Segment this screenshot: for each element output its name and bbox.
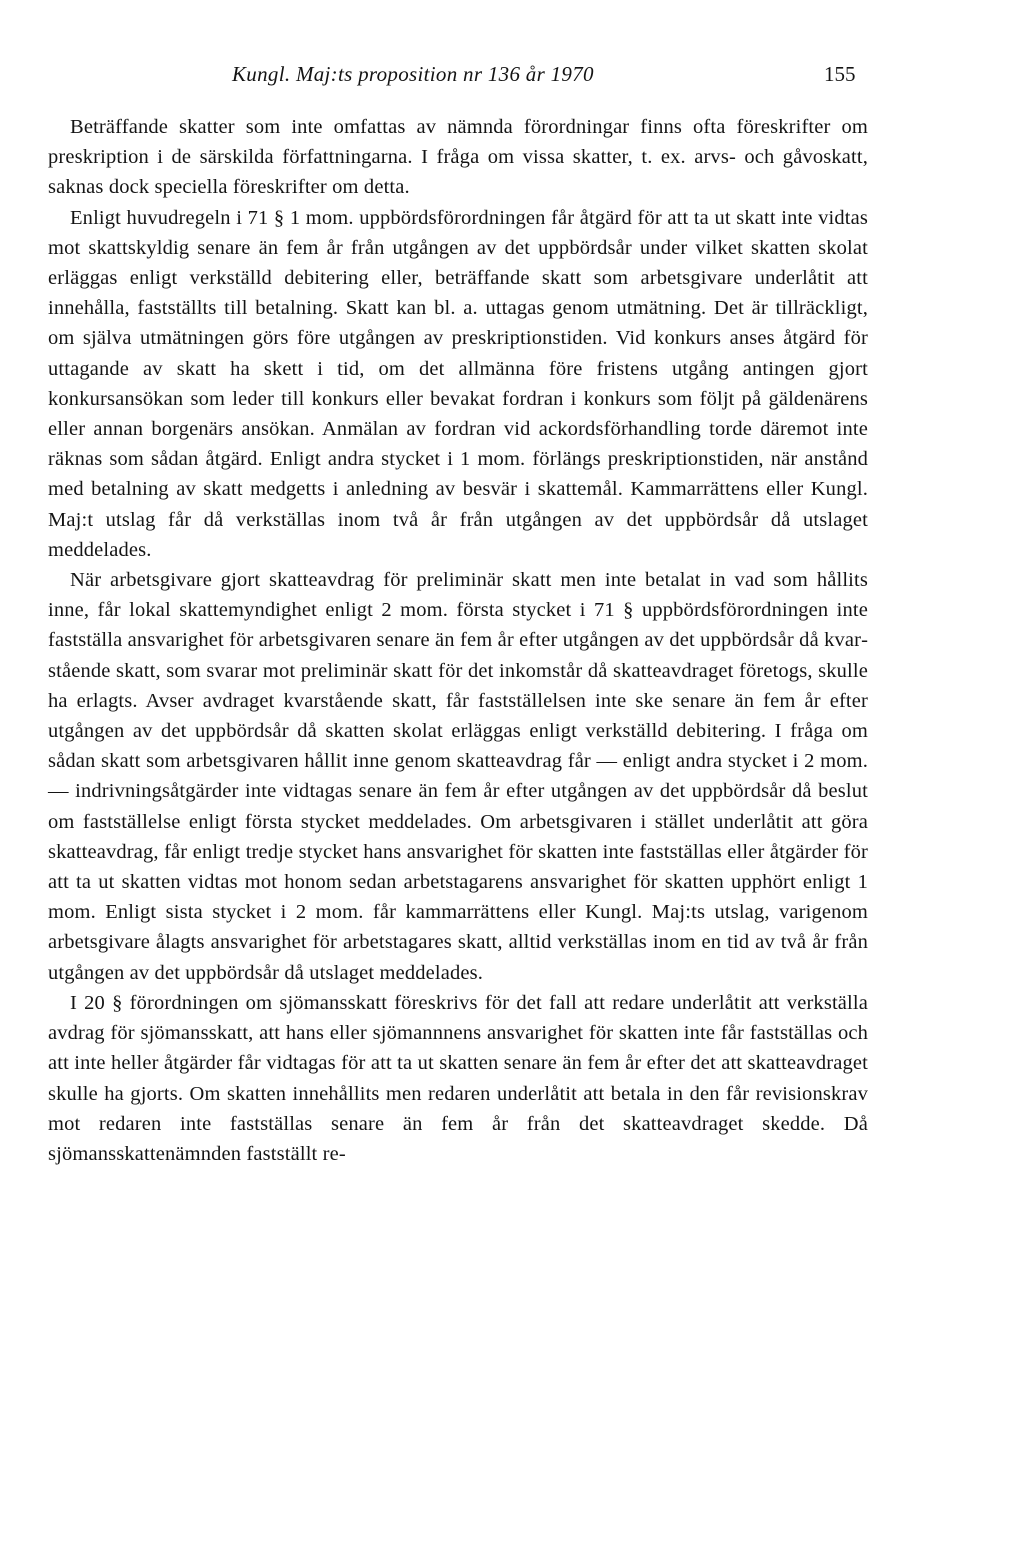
paragraph-preskription-intro: Beträffande skatter som inte omfattas av nämnda förordningar finns ofta föreskrifter om preskription i de särskilda författningarna. I fråga om vissa skatter, t. ex. arvs- och gåvoskatt, saknas dock speciella föreskrifter om detta. bbox=[48, 116, 868, 199]
running-title: Kungl. Maj:ts proposition nr 136 år 1970 bbox=[232, 62, 594, 86]
body-text bbox=[48, 112, 868, 1169]
paragraph-sjomansskatt: I 20 § förordningen om sjömansskatt föreskrivs för det fall att redare underlåtit att verkställa avdrag för sjömansskatt, att hans eller sjömannnens ansvarighet för skatten inte får fastställas och att inte heller åtgärder får vidtagas för att ta ut skatten senare än fem år efter det att skatteavdraget skulle ha gjorts. Om skatten innehållits men redaren underlåtit att betala in den får revisionskrav mot redaren inte fastställas senare än fem år från det skatteavdraget skedde. Då sjömansskattenämnden fastställt re- bbox=[48, 991, 868, 1165]
page-header bbox=[0, 62, 1024, 98]
paragraph-huvudregeln: Enligt huvudregeln i 71 § 1 mom. uppbördsförordningen får åtgärd för att ta ut skatt inte vidtas mot skattskyldig senare än fem år från utgången av det uppbördsår under vilket skatten skolat erläggas enligt verkställd debitering eller, beträffande skatt som arbetsgivare underlåtit att innehålla, fastställts till betalning. Skatt kan bl. a. uttagas genom utmätning. Det är tillräckligt, om själva utmätningen görs före utgången av preskriptionstiden. Vid konkurs anses åtgärd för uttagande av skatt ha skett i tid, om det allmänna före fristens utgång antingen gjort konkursansökan som leder till konkurs eller bevakat fordran i konkurs som följt på gäldenärens eller annan borgenärs ansökan. Anmälan av fordran vid ackordsförhandling torde däremot inte räknas som sådan åtgärd. Enligt andra stycket i 1 mom. förlängs preskriptionstiden, när anstånd med betalning av skatt medgetts i anledning av besvär i skattemål. Kammarrättens eller Kungl. Maj:t utslag får då verkställas inom två år från utgången av det uppbördsår då utslaget meddelades. bbox=[48, 206, 868, 561]
paragraph-arbetsgivare: När arbetsgivare gjort skatteavdrag för preliminär skatt men inte betalat in vad som hållits inne, får lokal skattemyndighet enligt 2 mom. första stycket i 71 § uppbördsförordningen inte fastställa ansvarighet för arbetsgivaren senare än fem år efter utgången av det uppbördsår då kvarstående skatt, som svarar mot preliminär skatt för det inkomstår då skatteavdraget företogs, skulle ha erlagts. Avser avdraget kvarstående skatt, får fastställelsen inte ske senare än fem år efter utgången av det uppbördsår då skatten skolat erläggas enligt verkställd debitering. I fråga om sådan skatt som arbetsgivaren hållit inne genom skatteavdrag får — enligt andra stycket i 2 mom. — indrivningsåtgärder inte vidtagas senare än fem år efter utgången av det uppbördsår då beslut om fastställelse enligt första stycket meddelades. Om arbetsgivaren i stället underlåtit att göra skatteavdrag, får enligt tredje stycket hans ansvarighet för skatten inte fastställas eller åtgärder för att ta ut skatten vidtas mot honom sedan arbetstagarens ansvarighet för skatten upphört enligt 1 mom. Enligt sista stycket i 2 mom. får kammarrättens eller Kungl. Maj:ts utslag, varigenom arbetsgivare ålagts ansvarighet för arbetstagares skatt, alltid verkställas inom en tid av två år från utgången av det uppbördsår då utslaget meddelades. bbox=[48, 569, 868, 984]
page-number: 155 bbox=[824, 62, 856, 86]
